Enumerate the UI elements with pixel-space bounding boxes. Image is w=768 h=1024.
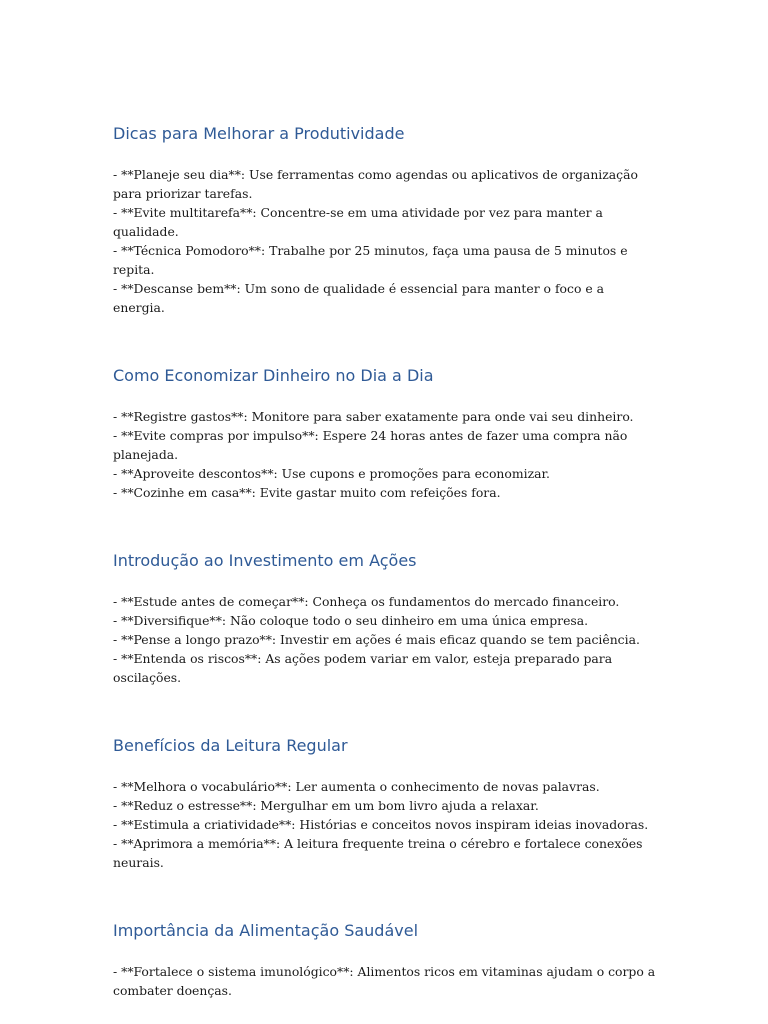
list-item: - **Pense a longo prazo**: Investir em ações é mais eficaz quando se tem paciência. xyxy=(113,632,640,647)
section-leitura xyxy=(113,724,658,872)
list-item: - **Entenda os riscos**: As ações podem variar em valor, esteja preparado para oscilações. xyxy=(113,651,613,685)
list-item: - **Planeje seu dia**: Use ferramentas como agendas ou aplicativos de organização para priorizar tarefas. xyxy=(113,167,638,201)
section-produtividade xyxy=(113,112,658,317)
section-heading: Dicas para Melhorar a Produtividade xyxy=(113,124,405,143)
list-item: - **Aprimora a memória**: A leitura frequente treina o cérebro e fortalece conexões neurais. xyxy=(113,836,643,870)
tips-list xyxy=(113,962,658,1000)
list-item: - **Descanse bem**: Um sono de qualidade é essencial para manter o foco e a energia. xyxy=(113,281,604,315)
section-alimentacao xyxy=(113,909,658,1000)
section-economizar xyxy=(113,354,658,502)
section-heading: Importância da Alimentação Saudável xyxy=(113,921,419,940)
list-item: - **Aproveite descontos**: Use cupons e promoções para economizar. xyxy=(113,466,550,481)
tips-list xyxy=(113,165,658,317)
list-item: - **Evite multitarefa**: Concentre-se em uma atividade por vez para manter a qualidade. xyxy=(113,205,603,239)
list-item: - **Estimula a criatividade**: Histórias e conceitos novos inspiram ideias inovadoras. xyxy=(113,817,649,832)
document-page xyxy=(113,112,658,1000)
list-item: - **Evite compras por impulso**: Espere 24 horas antes de fazer uma compra não planejada. xyxy=(113,428,628,462)
list-item: - **Cozinhe em casa**: Evite gastar muito com refeições fora. xyxy=(113,485,501,500)
section-investimento xyxy=(113,539,658,687)
list-item: - **Estude antes de começar**: Conheça os fundamentos do mercado financeiro. xyxy=(113,594,620,609)
list-item: - **Registre gastos**: Monitore para saber exatamente para onde vai seu dinheiro. xyxy=(113,409,634,424)
tips-list xyxy=(113,407,658,502)
list-item: - **Reduz o estresse**: Mergulhar em um bom livro ajuda a relaxar. xyxy=(113,798,539,813)
list-item: - **Fortalece o sistema imunológico**: Alimentos ricos em vitaminas ajudam o corpo a combater doenças. xyxy=(113,964,656,998)
section-heading: Como Economizar Dinheiro no Dia a Dia xyxy=(113,366,434,385)
section-heading: Benefícios da Leitura Regular xyxy=(113,736,348,755)
tips-list xyxy=(113,592,658,687)
tips-list xyxy=(113,777,658,872)
list-item: - **Melhora o vocabulário**: Ler aumenta o conhecimento de novas palavras. xyxy=(113,779,600,794)
section-heading: Introdução ao Investimento em Ações xyxy=(113,551,417,570)
list-item: - **Diversifique**: Não coloque todo o seu dinheiro em uma única empresa. xyxy=(113,613,589,628)
list-item: - **Técnica Pomodoro**: Trabalhe por 25 minutos, faça uma pausa de 5 minutos e repita. xyxy=(113,243,628,277)
